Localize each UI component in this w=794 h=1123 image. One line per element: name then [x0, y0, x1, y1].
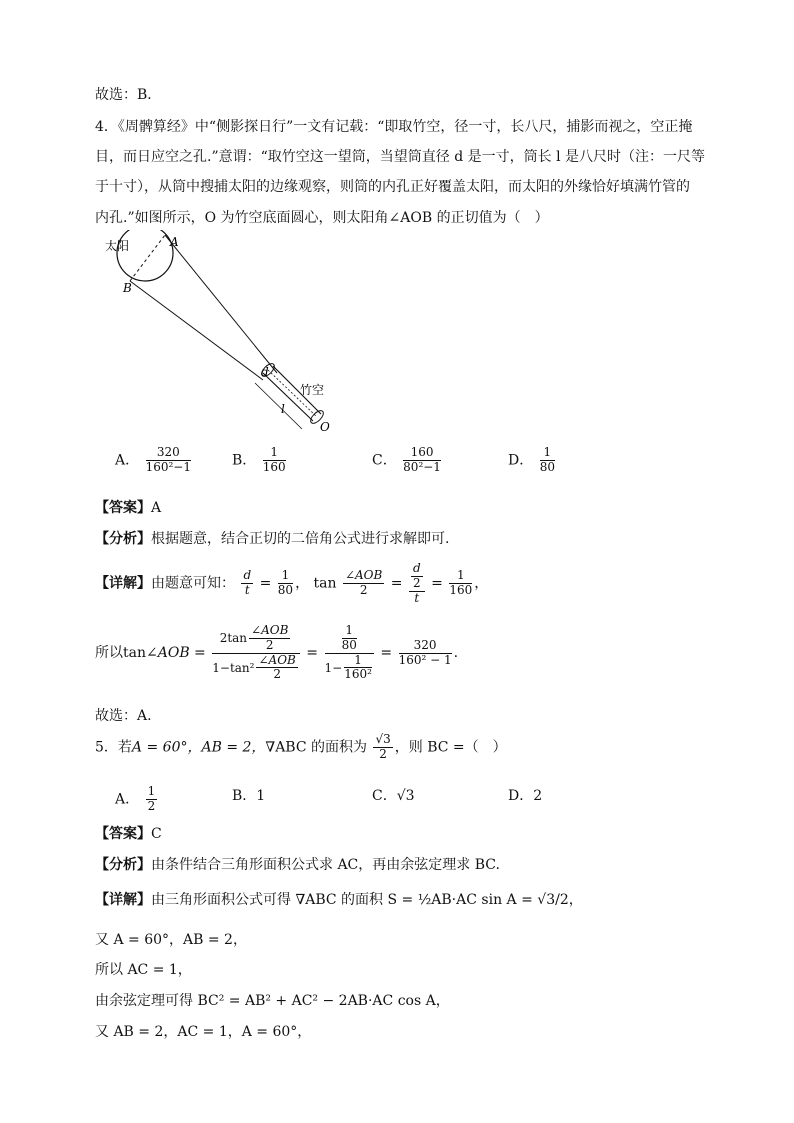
q4-stem-line-3: 于十寸），从筒中搜捕太阳的边缘观察，则筒的内孔正好覆盖太阳，而太阳的外缘恰好填满竹管的 [95, 179, 690, 195]
q4-stem-line-4: 内孔.”如图所示，O 为竹空底面圆心，则太阳角∠AOB 的正切值为（ ） [95, 210, 549, 226]
point-b-label: B [123, 281, 132, 295]
diameter-d-label: d [261, 365, 269, 379]
q4-conclusion: 故选：A. [95, 708, 152, 724]
q5-option-d[interactable]: D．2 [508, 788, 543, 804]
q4-option-d[interactable]: D． $\frac{1}{80}$ [508, 445, 555, 474]
q4-stem-line-1: 4．《周髀算经》中“侧影探日行”一文有记载：“即取竹空，径一寸，长八尺，捕影而视之，空正掩 [95, 119, 693, 135]
q5-option-a[interactable]: A． $\frac{1}{2}$ [115, 784, 156, 813]
previous-answer-line: 故选：B． [95, 87, 162, 103]
length-l-label: l [281, 402, 285, 416]
sun-label: 太阳 [105, 239, 130, 253]
q5-line-a: 又 A = 60°，AB = 2， [95, 932, 247, 948]
q4-option-a[interactable]: A． $\frac{320}{\text{160²−1}}$ [115, 445, 191, 474]
point-a-label: A [170, 235, 179, 249]
q5-stem: 5．若A = 60°，AB = 2，∇ABC 的面积为 $\frac{√3}{2}$ ，则 BC =（ ） [95, 732, 507, 761]
tube-label: 竹空 [300, 383, 325, 397]
q4-stem-line-2: 目，而日应空之孔.”意谓：“取竹空这一望筒，当望筒直径 d 是一寸，筒长 l 是八尺时（注：一尺等 [95, 149, 706, 165]
q5-answer: 【答案】C [95, 826, 162, 842]
q4-detail-1: 【详解】由题意可知： $\frac{d}{t}$ = $\frac{1}{80}$ ， tan $\frac{\text{∠AOB}}{2}$ = $\frac{\frac{d}{2}}{t}$ = $\frac{1}{160}$ ， [95, 561, 489, 605]
q4-answer: 【答案】A [95, 500, 162, 516]
q5-line-d: 又 AB = 2，AC = 1，A = 60°， [95, 1024, 312, 1040]
q4-analysis: 【分析】根据题意，结合正切的二倍角公式进行求解即可. [95, 531, 450, 547]
point-o-label: O [320, 420, 330, 434]
q4-option-b[interactable]: B． $\frac{1}{160}$ [232, 445, 286, 474]
q4-detail-2: 所以tan∠AOB = 2tan $\frac{\text{∠AOB}}{2}$ 1−tan² $\frac{\text{∠AOB}}{2}$ = $\frac{1}{80}$ 1− $\frac{1}{\text{160²}}$ = $\frac{320}{\text{160² − 1}}$ . [95, 623, 459, 682]
q5-detail-1: 【详解】由三角形面积公式可得 ∇ABC 的面积 S = ½AB·AC sin A = √3/2， [95, 892, 583, 908]
q5-option-b[interactable]: B．1 [232, 788, 266, 804]
q5-analysis: 【分析】由条件结合三角形面积公式求 AC，再由余弦定理求 BC. [95, 857, 500, 873]
q5-line-c: 由余弦定理可得 BC² = AB² + AC² − 2AB·AC cos A， [95, 993, 450, 1009]
q5-line-b: 所以 AC = 1， [95, 962, 192, 978]
sun-tube-diagram [95, 230, 345, 440]
q5-option-c[interactable]: C．√3 [372, 788, 415, 804]
q4-option-c[interactable]: C． $\frac{160}{\text{80²−1}}$ [372, 445, 441, 474]
